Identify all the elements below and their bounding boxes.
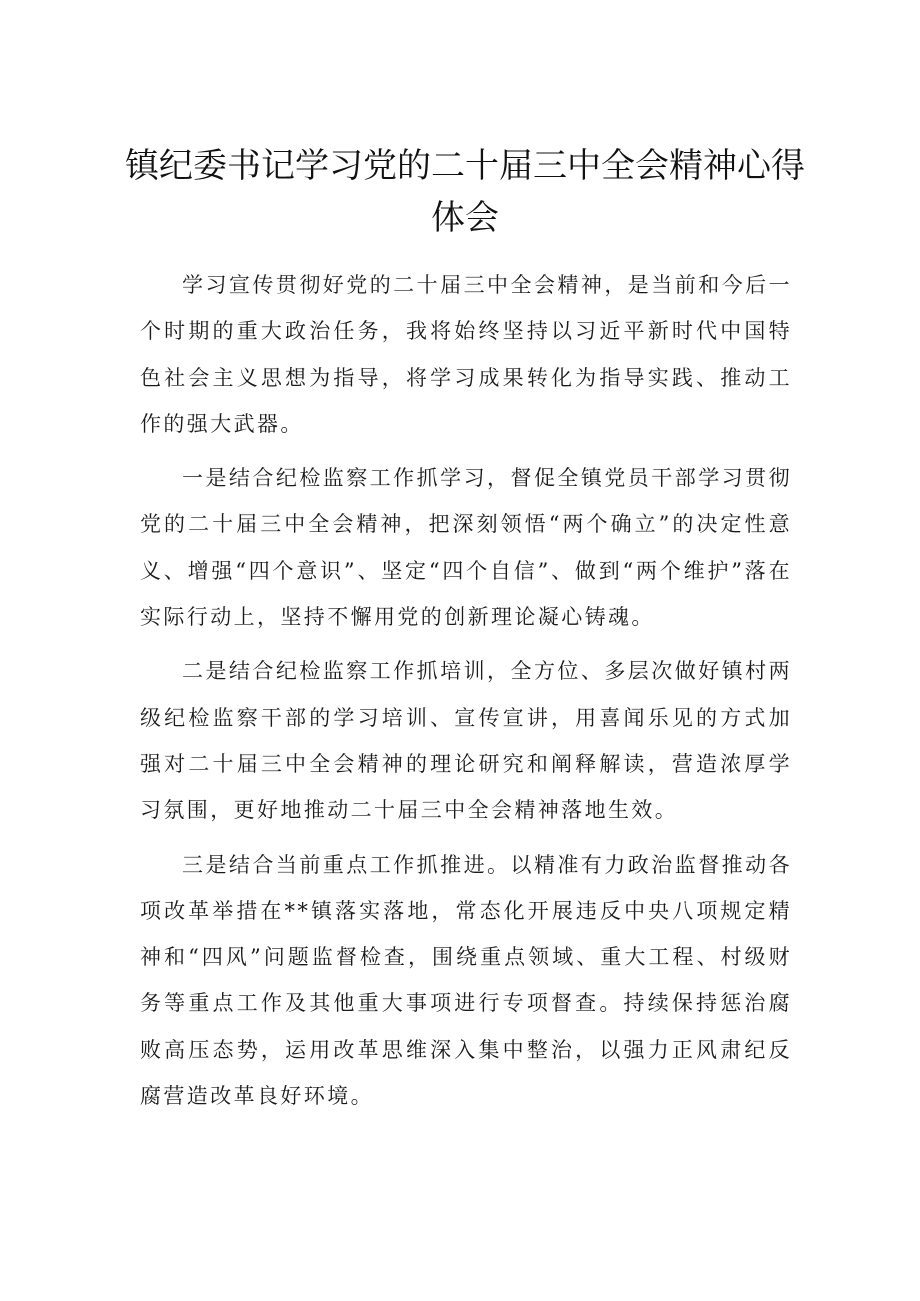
paragraph-point-one: 一是结合纪检监察工作抓学习，督促全镇党员干部学习贯彻党的二十届三中全会精神，把深刻领悟“两个确立”的决定性意义、增强“四个意识”、坚定“四个自信”、做到“两个维护”落在实际行动上，坚持不懈用党的创新理论凝心铸魂。 (140, 466, 792, 630)
document-body (140, 262, 792, 1127)
document-title: 镇纪委书记学习党的二十届三中全会精神心得体会 (125, 146, 805, 238)
paragraph-point-two: 二是结合纪检监察工作抓培训，全方位、多层次做好镇村两级纪检监察干部的学习培训、宣传宣讲，用喜闻乐见的方式加强对二十届三中全会精神的理论研究和阐释解读，营造浓厚学习氛围，更好地推动二十届三中全会精神落地生效。 (140, 659, 792, 823)
paragraph-point-three: 三是结合当前重点工作抓推进。以精准有力政治监督推动各项改革举措在**镇落实落地，常态化开展违反中央八项规定精神和“四风”问题监督检查，围绕重点领域、重大工程、村级财务等重点工作及其他重大事项进行专项督查。持续保持惩治腐败高压态势，运用改革思维深入集中整治，以强力正风肃纪反腐营造改革良好环境。 (140, 852, 792, 1109)
paragraph-intro: 学习宣传贯彻好党的二十届三中全会精神，是当前和今后一个时期的重大政治任务，我将始终坚持以习近平新时代中国特色社会主义思想为指导，将学习成果转化为指导实践、推动工作的强大武器。 (140, 273, 792, 436)
